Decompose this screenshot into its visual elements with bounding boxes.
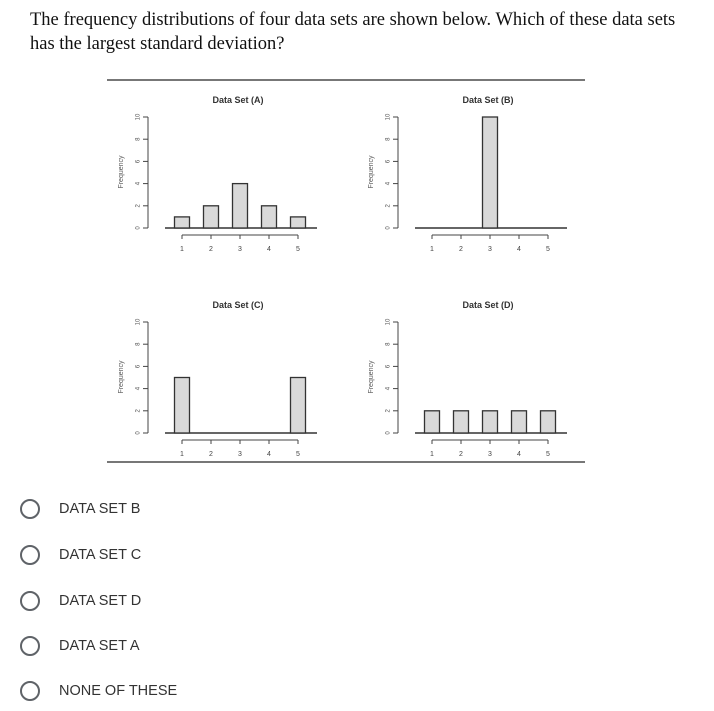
- y-axis-label: Frequency: [368, 360, 375, 394]
- bar: [483, 117, 498, 228]
- x-tick-label: 3: [488, 451, 492, 458]
- x-tick-label: 3: [488, 246, 492, 253]
- bar: [541, 411, 556, 433]
- x-tick-label: 5: [296, 246, 300, 253]
- y-axis-label: Frequency: [368, 155, 375, 189]
- y-tick-label: 6: [135, 364, 142, 369]
- bar: [175, 378, 190, 434]
- option-label: NONE OF THESE: [59, 683, 178, 699]
- y-tick-label: 8: [135, 137, 142, 141]
- y-tick-label: 10: [385, 318, 392, 326]
- x-tick-label: 1: [180, 246, 184, 253]
- y-tick-label: 4: [135, 181, 142, 186]
- y-tick-label: 10: [385, 113, 392, 121]
- option-label: DATA SET A: [59, 638, 140, 654]
- y-tick-label: 6: [135, 159, 142, 164]
- radio-button[interactable]: [20, 499, 40, 519]
- y-tick-label: 2: [135, 204, 142, 208]
- chart-data-set-c: [105, 290, 355, 470]
- y-tick-label: 10: [135, 318, 142, 326]
- y-tick-label: 4: [385, 386, 392, 391]
- y-tick-label: 6: [385, 364, 392, 369]
- option-label: DATA SET D: [59, 593, 142, 609]
- x-tick-label: 1: [430, 451, 434, 458]
- y-tick-label: 10: [135, 113, 142, 121]
- bar: [291, 217, 306, 228]
- y-tick-label: 4: [135, 386, 142, 391]
- y-tick-label: 6: [385, 159, 392, 164]
- option-data-set-a[interactable]: [20, 636, 140, 656]
- x-tick-label: 3: [238, 451, 242, 458]
- x-tick-label: 5: [296, 451, 300, 458]
- x-tick-label: 2: [209, 246, 213, 253]
- x-tick-label: 1: [430, 246, 434, 253]
- chart-data-set-a: [105, 85, 355, 265]
- y-axis-label: Frequency: [118, 360, 125, 394]
- x-tick-label: 1: [180, 451, 184, 458]
- option-data-set-d[interactable]: [20, 591, 141, 611]
- y-tick-label: 0: [385, 226, 392, 230]
- bar: [204, 206, 219, 228]
- chart-title: Data Set (C): [212, 300, 264, 310]
- y-tick-label: 2: [385, 204, 392, 208]
- chart-title: Data Set (D): [462, 300, 514, 310]
- y-tick-label: 0: [385, 431, 392, 435]
- bar: [291, 378, 306, 434]
- y-tick-label: 2: [385, 409, 392, 413]
- question-text: The frequency distributions of four data sets are shown below. Which of these data sets has the largest standard deviation?: [30, 10, 676, 54]
- radio-button[interactable]: [20, 591, 40, 611]
- option-data-set-c[interactable]: [20, 545, 141, 565]
- bar: [483, 411, 498, 433]
- x-tick-label: 4: [267, 451, 271, 458]
- bar: [262, 206, 277, 228]
- bar: [425, 411, 440, 433]
- chart-title: Data Set (A): [212, 95, 264, 105]
- x-tick-label: 3: [238, 246, 242, 253]
- x-tick-label: 2: [459, 451, 463, 458]
- x-tick-label: 4: [517, 451, 521, 458]
- option-label: DATA SET C: [59, 547, 142, 563]
- bar: [233, 184, 248, 228]
- x-tick-label: 4: [267, 246, 271, 253]
- radio-button[interactable]: [20, 681, 40, 701]
- x-tick-label: 5: [546, 451, 550, 458]
- y-tick-label: 8: [385, 137, 392, 141]
- chart-title: Data Set (B): [462, 95, 514, 105]
- radio-button[interactable]: [20, 545, 40, 565]
- chart-data-set-d: [355, 290, 605, 470]
- y-tick-label: 8: [135, 342, 142, 346]
- x-tick-label: 4: [517, 246, 521, 253]
- x-tick-label: 5: [546, 246, 550, 253]
- y-tick-label: 4: [385, 181, 392, 186]
- y-axis-label: Frequency: [118, 155, 125, 189]
- option-none-of-these[interactable]: [20, 681, 177, 701]
- bar: [175, 217, 190, 228]
- x-tick-label: 2: [459, 246, 463, 253]
- top-divider: [107, 79, 585, 81]
- y-tick-label: 0: [135, 226, 142, 230]
- bar: [454, 411, 469, 433]
- radio-button[interactable]: [20, 636, 40, 656]
- y-tick-label: 2: [135, 409, 142, 413]
- option-label: DATA SET B: [59, 501, 141, 517]
- chart-data-set-b: [355, 85, 605, 265]
- y-tick-label: 8: [385, 342, 392, 346]
- option-data-set-b[interactable]: [20, 499, 140, 519]
- y-tick-label: 0: [135, 431, 142, 435]
- x-tick-label: 2: [209, 451, 213, 458]
- bar: [512, 411, 527, 433]
